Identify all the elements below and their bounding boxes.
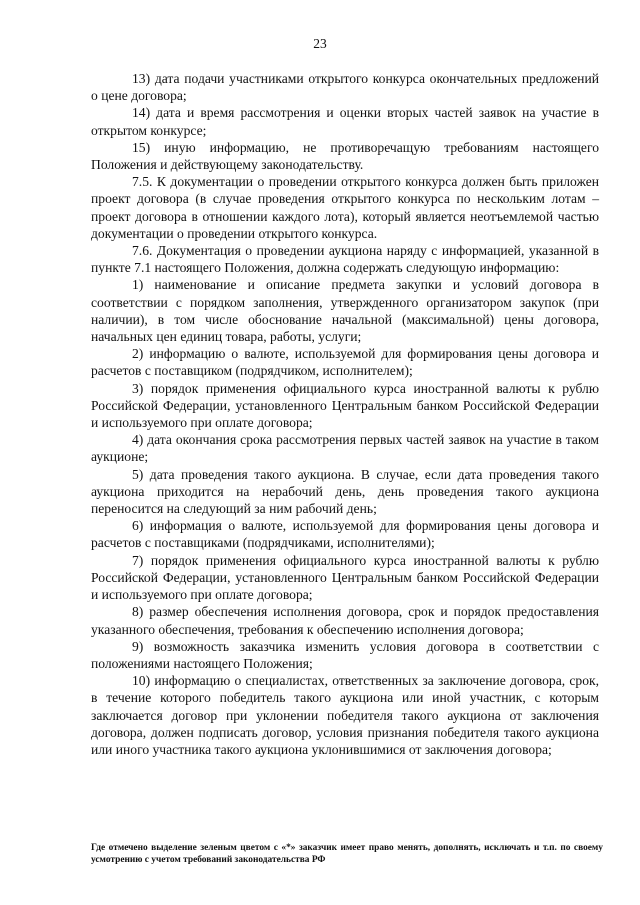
paragraph-list-item-8: 8) размер обеспечения исполнения договора, срок и порядок предоставления указанного обеспечения, требования к обеспечению исполнения договора;: [91, 604, 599, 637]
paragraph-item-13: 13) дата подачи участниками открытого конкурса окончательных предложений о цене договора;: [91, 71, 599, 104]
paragraph-list-item-6: 6) информация о валюте, используемой для формирования цены договора и расчетов с поставщиками (подрядчиками, исполнителями);: [91, 518, 599, 551]
paragraph-clause-7-6: 7.6. Документация о проведении аукциона наряду с информацией, указанной в пункте 7.1 настоящего Положения, должна содержать следующую информацию:: [91, 243, 599, 276]
paragraph-list-item-10: 10) информацию о специалистах, ответственных за заключение договора, срок, в течение которого победитель такого аукциона или иной участник, с которым заключается договор при уклонении победителя такого аукциона от заключения договора, должен подписать договор, условия признания победителя такого аукциона или иного участника такого аукциона уклонившимися от заключения договора;: [91, 673, 599, 757]
page-number: 23: [313, 36, 327, 51]
paragraph-list-item-9: 9) возможность заказчика изменить условия договора в соответствии с положениями настоящего Положения;: [91, 638, 599, 671]
document-body: [91, 70, 599, 758]
paragraph-list-item-4: 4) дата окончания срока рассмотрения первых частей заявок на участие в таком аукционе;: [91, 432, 599, 465]
paragraph-list-item-3: 3) порядок применения официального курса иностранной валюты к рублю Российской Федерации, установленного Центральным банком Российской Федерации и используемого при оплате договора;: [91, 380, 599, 431]
footnote: Где отмечено выделение зеленым цветом с «*» заказчик имеет право менять, дополнять, исключать и т.п. по своему усмотрению с учетом требований законодательства РФ: [91, 843, 603, 865]
paragraph-list-item-2: 2) информацию о валюте, используемой для формирования цены договора и расчетов с поставщиком (подрядчиком, исполнителем);: [91, 346, 599, 379]
paragraph-item-14: 14) дата и время рассмотрения и оценки вторых частей заявок на участие в открытом конкурсе;: [91, 105, 599, 138]
paragraph-item-15: 15) иную информацию, не противоречащую требованиям настоящего Положения и действующему законодательству.: [91, 139, 599, 173]
paragraph-list-item-5: 5) дата проведения такого аукциона. В случае, если дата проведения такого аукциона приходится на нерабочий день, день проведения такого аукциона переносится на следующий за ним рабочий день;: [91, 466, 599, 517]
paragraph-clause-7-5: 7.5. К документации о проведении открытого конкурса должен быть приложен проект договора (в случае проведения открытого конкурса по нескольким лотам – проект договора в отношении каждого лота), который является неотъемлемой частью документации о проведении открытого конкурса.: [91, 174, 599, 241]
paragraph-list-item-1: 1) наименование и описание предмета закупки и условий договора в соответствии с порядком заполнения, утвержденного организатором закупок (при наличии), в том числе обоснование начальной (максимальной) цены договора, начальных цен единиц товара, работы, услуги;: [91, 277, 599, 345]
paragraph-list-item-7: 7) порядок применения официального курса иностранной валюты к рублю Российской Федерации, установленного Центральным банком Российской Федерации и используемого при оплате договора;: [91, 552, 599, 603]
